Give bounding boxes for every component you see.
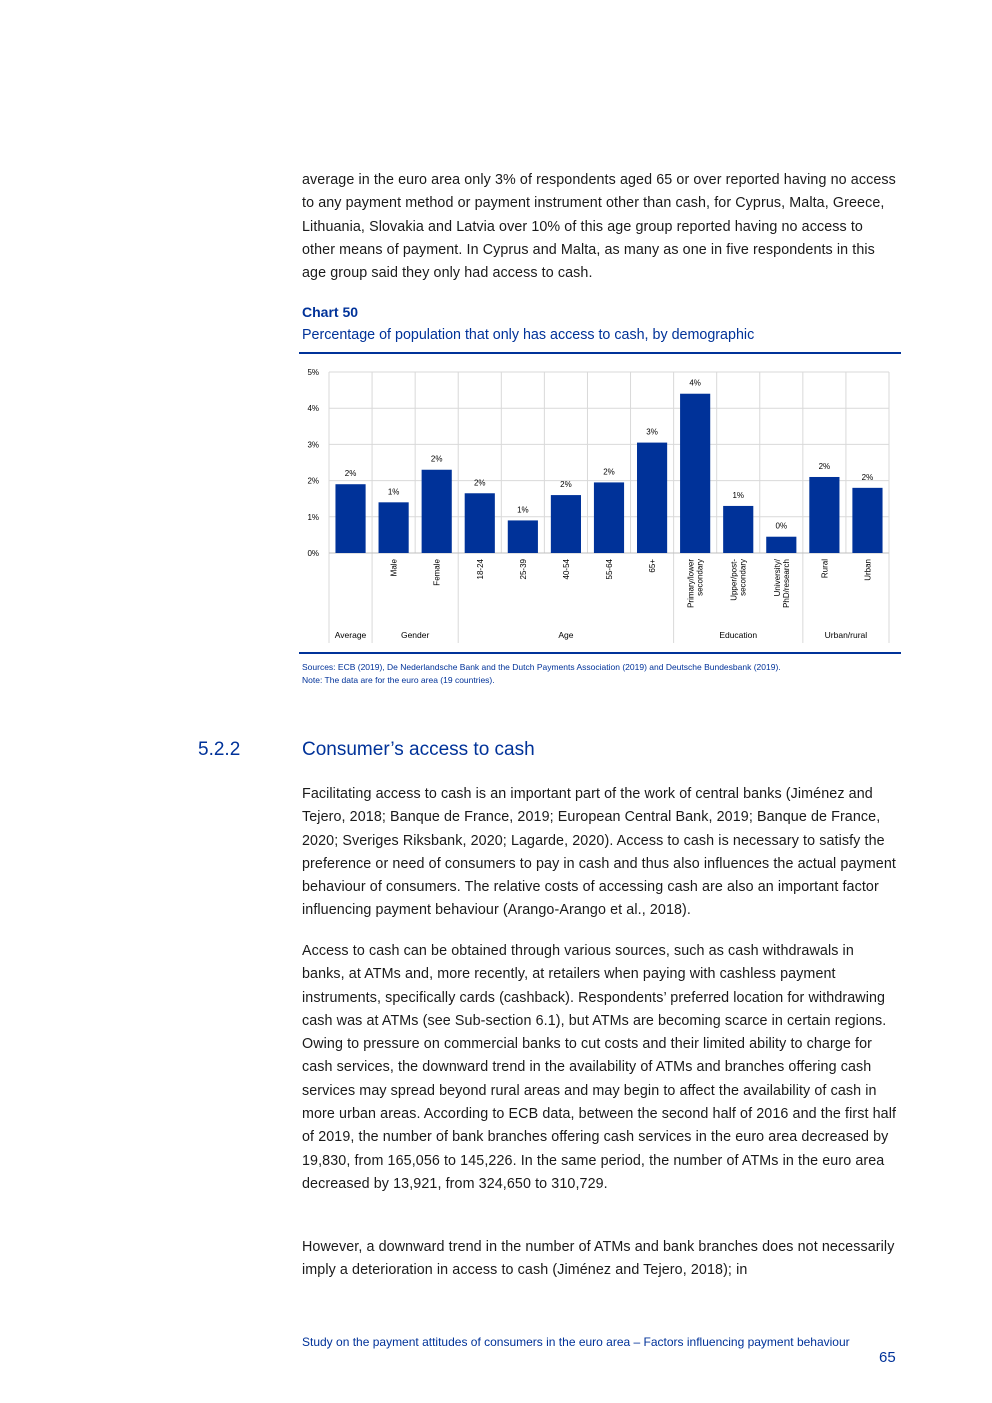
bar xyxy=(594,482,624,553)
data-label: 1% xyxy=(732,490,745,500)
bar xyxy=(465,493,495,553)
category-label: Upper/post-secondary xyxy=(729,559,748,601)
bar xyxy=(508,520,538,553)
y-tick-label: 1% xyxy=(307,512,319,522)
data-label: 4% xyxy=(689,378,701,388)
data-label: 3% xyxy=(646,427,658,437)
bar xyxy=(422,470,452,553)
bar xyxy=(766,537,796,553)
group-labels xyxy=(335,630,868,640)
chart-label: Chart 50 xyxy=(302,304,359,320)
section-number: 5.2.2 xyxy=(198,739,241,760)
body-paragraph-2: Access to cash can be obtained through various sources, such as cash withdrawals in banks, at ATMs and, more recently, at retailers when paying with cashless payment instruments, specifically cards (cashback). Respondents’ preferred location for withdrawing cash was at ATMs (see Sub-section 6.1), but ATMs are becoming scarce in certain regions. Owing to pressure on commercial banks to cut costs and their limited ability to charge for cash services, the downward trend in the availability of ATMs and branches offering cash services may spread beyond rural areas and may begin to affect the availability of cash in more urban areas. According to ECB data, between the second half of 2016 and the first half of 2019, the number of bank branches offering cash services in the euro area decreased by 19,830, from 165,056 to 145,226. In the same period, the number of ATMs in the euro area decreased by 13,921, from 324,650 to 310,729. xyxy=(302,943,897,1192)
bar xyxy=(680,394,710,553)
footer-title: Study on the payment attitudes of consumers in the euro area – Factors influencing payment behaviour xyxy=(302,1335,850,1349)
category-label: University/PhD/research xyxy=(772,559,791,608)
page-number: 65 xyxy=(879,1349,896,1366)
chart-note: Note: The data are for the euro area (19 countries). xyxy=(302,675,495,685)
body-paragraph-3: However, a downward trend in the number of ATMs and bank branches does not necessarily imply a deterioration in access to cash (Jiménez and Tejero, 2018); in xyxy=(302,1239,895,1279)
data-label: 0% xyxy=(775,521,788,531)
data-label: 2% xyxy=(861,472,874,482)
category-label: Rural xyxy=(820,559,830,579)
y-tick-label: 0% xyxy=(307,549,319,558)
y-tick-label: 4% xyxy=(307,404,319,414)
y-tick-label: 2% xyxy=(307,476,319,486)
bar xyxy=(637,443,667,553)
bar xyxy=(723,506,753,553)
data-label: 2% xyxy=(603,467,615,477)
chart-top-rule xyxy=(299,352,901,354)
category-label: 18-24 xyxy=(475,559,485,580)
bar xyxy=(809,477,839,553)
group-label: Education xyxy=(719,630,758,640)
data-label: 2% xyxy=(818,461,831,471)
group-label: Average xyxy=(334,630,367,640)
category-label: 65+ xyxy=(648,559,658,573)
data-label: 2% xyxy=(560,480,572,490)
y-axis-ticks xyxy=(307,368,319,558)
data-label: 1% xyxy=(387,487,400,497)
bar xyxy=(551,495,581,553)
group-label: Age xyxy=(558,630,574,640)
category-label: Male xyxy=(389,559,399,577)
bar xyxy=(852,488,882,553)
category-label: 40-54 xyxy=(561,559,571,580)
data-label: 2% xyxy=(473,478,486,488)
bar xyxy=(379,502,409,553)
section-title: Consumer’s access to cash xyxy=(302,739,535,760)
category-label: Urban xyxy=(863,559,873,581)
bar xyxy=(335,484,365,553)
category-label: 25-39 xyxy=(518,559,528,580)
body-paragraph-1: Facilitating access to cash is an important part of the work of central banks (Jiménez and Tejero, 2018; Banque de France, 2019; European Central Bank, 2019; Banque de France, 2020; Sveriges Riksbank, 2020; Lagarde, 2020). Access to cash is necessary to satisfy the preference or need of consumers to pay in cash and thus also influences the actual payment behaviour of consumers. The relative costs of accessing cash are also an important factor influencing payment behaviour (Arango-Arango et al., 2018). xyxy=(302,786,896,919)
group-label: Gender xyxy=(400,630,430,640)
y-tick-label: 3% xyxy=(307,440,319,450)
group-label: Urban/rural xyxy=(824,630,868,640)
y-tick-label: 5% xyxy=(307,368,319,377)
category-labels xyxy=(390,558,873,608)
category-label: Female xyxy=(432,559,442,586)
data-label: 1% xyxy=(517,505,529,515)
chart-sources: Sources: ECB (2019), De Nederlandsche Bank and the Dutch Payments Association (2019) and Deutsche Bundesbank (2019). xyxy=(302,662,781,672)
data-label: 2% xyxy=(344,469,357,479)
chart-bottom-rule xyxy=(299,652,901,654)
bar-chart xyxy=(299,360,899,650)
category-label: 55-64 xyxy=(605,559,614,580)
category-label: Primary/lowersecondary xyxy=(686,559,705,608)
body-paragraph-intro: average in the euro area only 3% of respondents aged 65 or over reported having no access to any payment method or payment instrument other than cash, for Cyprus, Malta, Greece, Lithuania, Slovakia and Latvia over 10% of this age group reported having no access to other means of payment. In Cyprus and Malta, as many as one in five respondents in this age group said they only had access to cash. xyxy=(302,172,896,282)
data-label: 2% xyxy=(430,454,443,464)
chart-title: Percentage of population that only has access to cash, by demographic xyxy=(302,327,755,343)
